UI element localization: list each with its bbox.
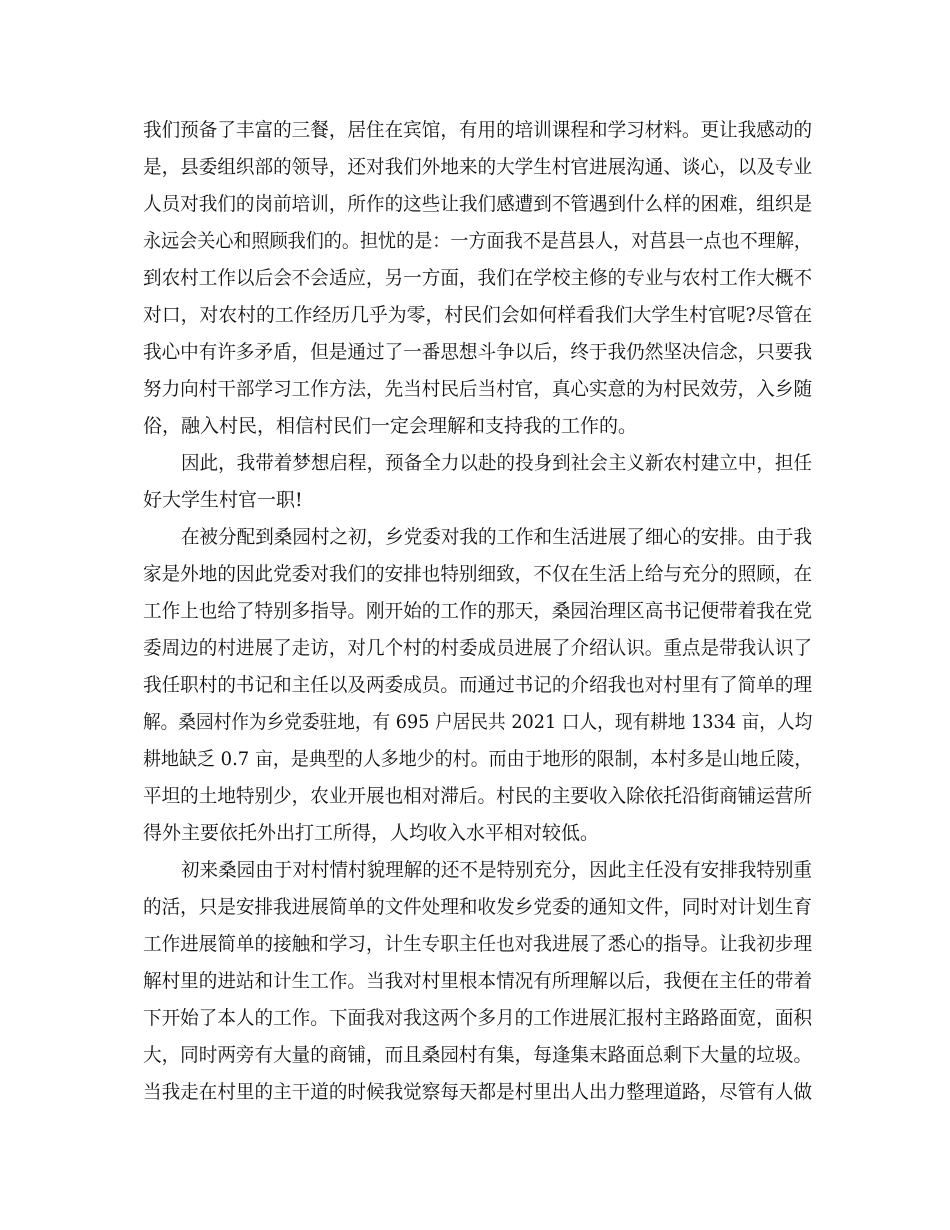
text-line: 下开始了本人的工作。下面我对我这两个多月的工作进展汇报村主路路面宽，面积: [143, 1007, 813, 1029]
text-line: 俗，融入村民，相信村民们一定会理解和支持我的工作的。: [143, 415, 638, 437]
text-line: 解。桑园村作为乡党委驻地，有 695 户居民共 2021 口人，现有耕地 1334 亩，人均: [143, 711, 813, 733]
text-line: 当我走在村里的主干道的时候我觉察每天都是村里出人出力整理道路，尽管有人做: [143, 1081, 813, 1103]
text-line: 工作上也给了特别多指导。刚开始的工作的那天，桑园治理区高书记便带着我在党: [143, 600, 813, 622]
text-line: 到农村工作以后会不会适应，另一方面，我们在学校主修的专业与农村工作大概不: [143, 267, 813, 289]
text-line: 人员对我们的岗前培训，所作的这些让我们感遭到不管遇到什么样的困难，组织是: [143, 193, 813, 215]
text-line: 我心中有许多矛盾，但是通过了一番思想斗争以后，终于我仍然坚决信念，只要我: [143, 341, 813, 363]
text-line: 在被分配到桑园村之初，乡党委对我的工作和生活进展了细心的安排。由于我: [181, 526, 813, 548]
text-line: 解村里的进站和计生工作。当我对村里根本情况有所理解以后，我便在主任的带着: [143, 970, 813, 992]
text-line: 我任职村的书记和主任以及两委成员。而通过书记的介绍我也对村里有了简单的理: [143, 674, 813, 696]
text-line: 好大学生村官一职!: [143, 489, 303, 511]
text-line: 对口，对农村的工作经历几乎为零，村民们会如何样看我们大学生村官呢?尽管在: [143, 304, 813, 326]
text-line: 家是外地的因此党委对我们的安排也特别细致，不仅在生活上给与充分的照顾，在: [143, 563, 813, 585]
text-line: 工作进展简单的接触和学习，计生专职主任也对我进展了悉心的指导。让我初步理: [143, 933, 813, 955]
text-line: 是，县委组织部的领导，还对我们外地来的大学生村官进展沟通、谈心，以及专业: [143, 156, 813, 178]
text-line: 委周边的村进展了走访，对几个村的村委成员进展了介绍认识。重点是带我认识了: [143, 637, 813, 659]
text-line: 大，同时两旁有大量的商铺，而且桑园村有集，每逢集末路面总剩下大量的垃圾。: [143, 1044, 813, 1066]
text-line: 的活，只是安排我进展简单的文件处理和收发乡党委的通知文件，同时对计划生育: [143, 896, 813, 918]
text-line: 耕地缺乏 0.7 亩，是典型的人多地少的村。而由于地形的限制，本村多是山地丘陵，: [143, 748, 813, 770]
text-line: 我们预备了丰富的三餐，居住在宾馆，有用的培训课程和学习材料。更让我感动的: [143, 119, 813, 141]
text-line: 因此，我带着梦想启程，预备全力以赴的投身到社会主义新农村建立中，担任: [181, 452, 813, 474]
text-line: 得外主要依托外出打工所得，人均收入水平相对较低。: [143, 822, 600, 844]
text-line: 平坦的土地特别少，农业开展也相对滞后。村民的主要收入除依托沿街商铺运营所: [143, 785, 813, 807]
text-line: 永远会关心和照顾我们的。担忧的是：一方面我不是莒县人，对莒县一点也不理解，: [143, 230, 812, 252]
text-line: 努力向村干部学习工作方法，先当村民后当村官，真心实意的为村民效劳，入乡随: [143, 378, 813, 400]
text-line: 初来桑园由于对村情村貌理解的还不是特别充分，因此主任没有安排我特别重: [181, 859, 813, 881]
